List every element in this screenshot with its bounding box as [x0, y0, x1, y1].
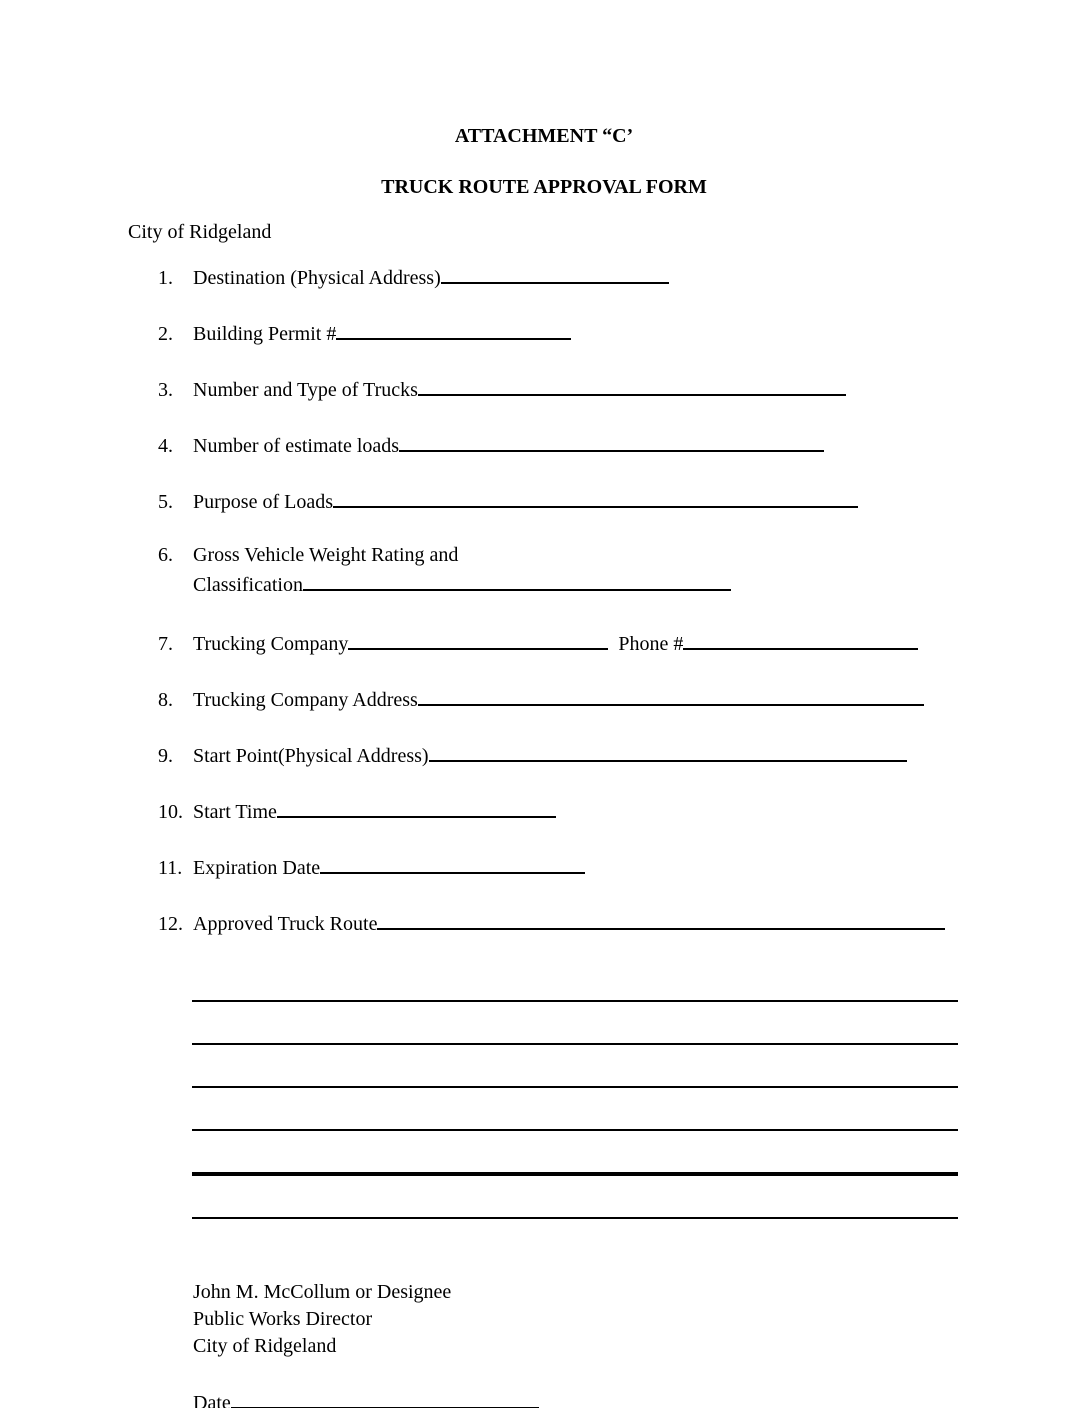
item-label-phone: Phone #	[618, 633, 684, 655]
signatory-title: Public Works Director	[193, 1308, 373, 1330]
form-item-company-address	[158, 684, 1088, 714]
item-number: 2.	[158, 323, 173, 345]
phone-field-line[interactable]	[683, 628, 918, 650]
item-label: Building Permit #	[193, 323, 337, 345]
item-label: Trucking Company	[193, 633, 349, 655]
item-label: Purpose of Loads	[193, 491, 333, 513]
item-label: Trucking Company Address	[193, 689, 418, 711]
classification-field-line[interactable]	[303, 569, 731, 591]
item-label: Gross Vehicle Weight Rating and	[193, 544, 459, 566]
item-number: 8.	[158, 689, 173, 711]
route-continuation-line[interactable]	[192, 1176, 958, 1219]
form-item-estimate-loads	[158, 430, 1088, 460]
form-item-trucking-company	[158, 628, 1088, 658]
form-item-start-time	[158, 796, 1088, 826]
form-item-gvwr	[158, 542, 1088, 569]
start-time-field-line[interactable]	[277, 796, 556, 818]
date-field-line[interactable]	[231, 1387, 539, 1408]
form-item-trucks	[158, 374, 1088, 404]
item-label: Expiration Date	[193, 857, 321, 879]
form-item-expiration-date	[158, 852, 1088, 882]
route-continuation-line[interactable]	[192, 1045, 958, 1088]
item-number: 6.	[158, 544, 173, 566]
signature-block	[193, 1279, 1088, 1360]
item-number: 12.	[158, 913, 183, 935]
estimate-loads-field-line[interactable]	[399, 430, 824, 452]
signatory-name: John M. McCollum or Designee	[193, 1281, 452, 1303]
organization-name: City of Ridgeland	[128, 221, 272, 243]
form-item-approved-route	[158, 908, 1088, 938]
item-number: 9.	[158, 745, 173, 767]
item-number: 1.	[158, 267, 173, 289]
signatory-city: City of Ridgeland	[193, 1335, 337, 1357]
approved-route-continuation	[192, 964, 958, 1219]
item-label: Number of estimate loads	[193, 435, 400, 457]
trucking-company-field-line[interactable]	[348, 628, 608, 650]
item-number: 3.	[158, 379, 173, 401]
form-item-building-permit	[158, 318, 1088, 348]
form-item-purpose	[158, 486, 1088, 516]
approved-route-field-line[interactable]	[377, 908, 945, 930]
form-item-gvwr-classification	[193, 569, 1088, 599]
form-item-start-point	[158, 740, 1088, 770]
destination-field-line[interactable]	[441, 262, 669, 284]
attachment-title: ATTACHMENT “C’	[454, 125, 634, 147]
item-number: 5.	[158, 491, 173, 513]
start-point-field-line[interactable]	[429, 740, 907, 762]
date-label: Date	[193, 1392, 231, 1408]
form-items-list	[0, 262, 1088, 938]
item-number: 4.	[158, 435, 173, 457]
item-label: Number and Type of Trucks	[193, 379, 418, 401]
item-label: Start Time	[193, 801, 277, 823]
item-label: Classification	[193, 574, 303, 596]
route-continuation-line[interactable]	[192, 1088, 958, 1131]
purpose-field-line[interactable]	[333, 486, 858, 508]
form-title: TRUCK ROUTE APPROVAL FORM	[381, 176, 707, 198]
company-address-field-line[interactable]	[418, 684, 924, 706]
route-continuation-line[interactable]	[192, 1002, 958, 1045]
item-number: 11.	[158, 857, 183, 879]
item-label: Destination (Physical Address)	[193, 267, 441, 289]
date-row	[193, 1387, 1088, 1408]
form-item-destination	[158, 262, 1088, 292]
building-permit-field-line[interactable]	[336, 318, 571, 340]
item-label: Approved Truck Route	[193, 913, 378, 935]
route-continuation-line[interactable]	[192, 1131, 958, 1176]
item-number: 10.	[158, 801, 183, 823]
item-number: 7.	[158, 633, 173, 655]
item-label: Start Point(Physical Address)	[193, 745, 429, 767]
trucks-field-line[interactable]	[418, 374, 846, 396]
route-continuation-line[interactable]	[192, 964, 958, 1002]
expiration-date-field-line[interactable]	[320, 852, 585, 874]
